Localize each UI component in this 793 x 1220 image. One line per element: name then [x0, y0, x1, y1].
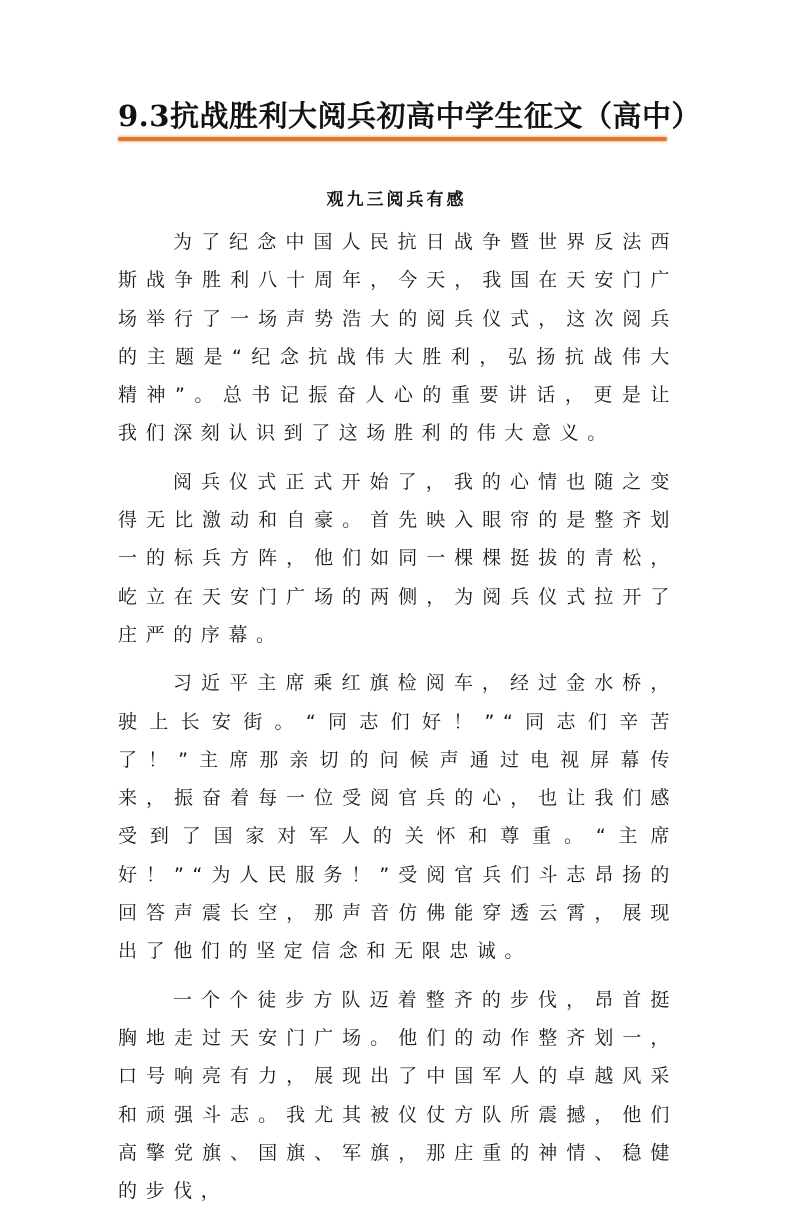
title-underline — [118, 137, 667, 141]
paragraph-3: 习近平主席乘红旗检阅车，经过金水桥，驶上长安街。“同志们好！”“同志们辛苦了！”主席那亲切的问候声通过电视屏幕传来，振奋着每一位受阅官兵的心，也让我们感受到了国家对军人的关怀和尊重。“主席好！”“为人民服务！”受阅官兵们斗志昂扬的回答声震长空，那声音仿佛能穿透云霄，展现出了他们的坚定信念和无限忠诚。 — [118, 672, 678, 963]
title-block — [118, 98, 701, 134]
document-title: 9.3抗战胜利大阅兵初高中学生征文（高中） — [118, 99, 701, 133]
paragraph-1: 为了纪念中国人民抗日战争暨世界反法西斯战争胜利八十周年，今天，我国在天安门广场举行了一场声势浩大的阅兵仪式，这次阅兵的主题是“纪念抗战伟大胜利，弘扬抗战伟大精神”。总书记振奋人心的重要讲话，更是让我们深刻认识到了这场胜利的伟大意义。 — [118, 231, 678, 445]
paragraph-4: 一个个徒步方队迈着整齐的步伐，昂首挺胸地走过天安门广场。他们的动作整齐划一，口号响亮有力，展现出了中国军人的卓越风采和顽强斗志。我尤其被仪仗方队所震撼，他们高擎党旗、国旗、军旗，那庄重的神情、稳健的步伐， — [118, 988, 678, 1203]
essay-subtitle: 观九三阅兵有感 — [326, 190, 467, 210]
essay-body — [118, 223, 678, 1220]
paragraph-2: 阅兵仪式正式开始了，我的心情也随之变得无比激动和自豪。首先映入眼帘的是整齐划一的标兵方阵，他们如同一棵棵挺拔的青松，屹立在天安门广场的两侧，为阅兵仪式拉开了庄严的序幕。 — [118, 470, 678, 646]
